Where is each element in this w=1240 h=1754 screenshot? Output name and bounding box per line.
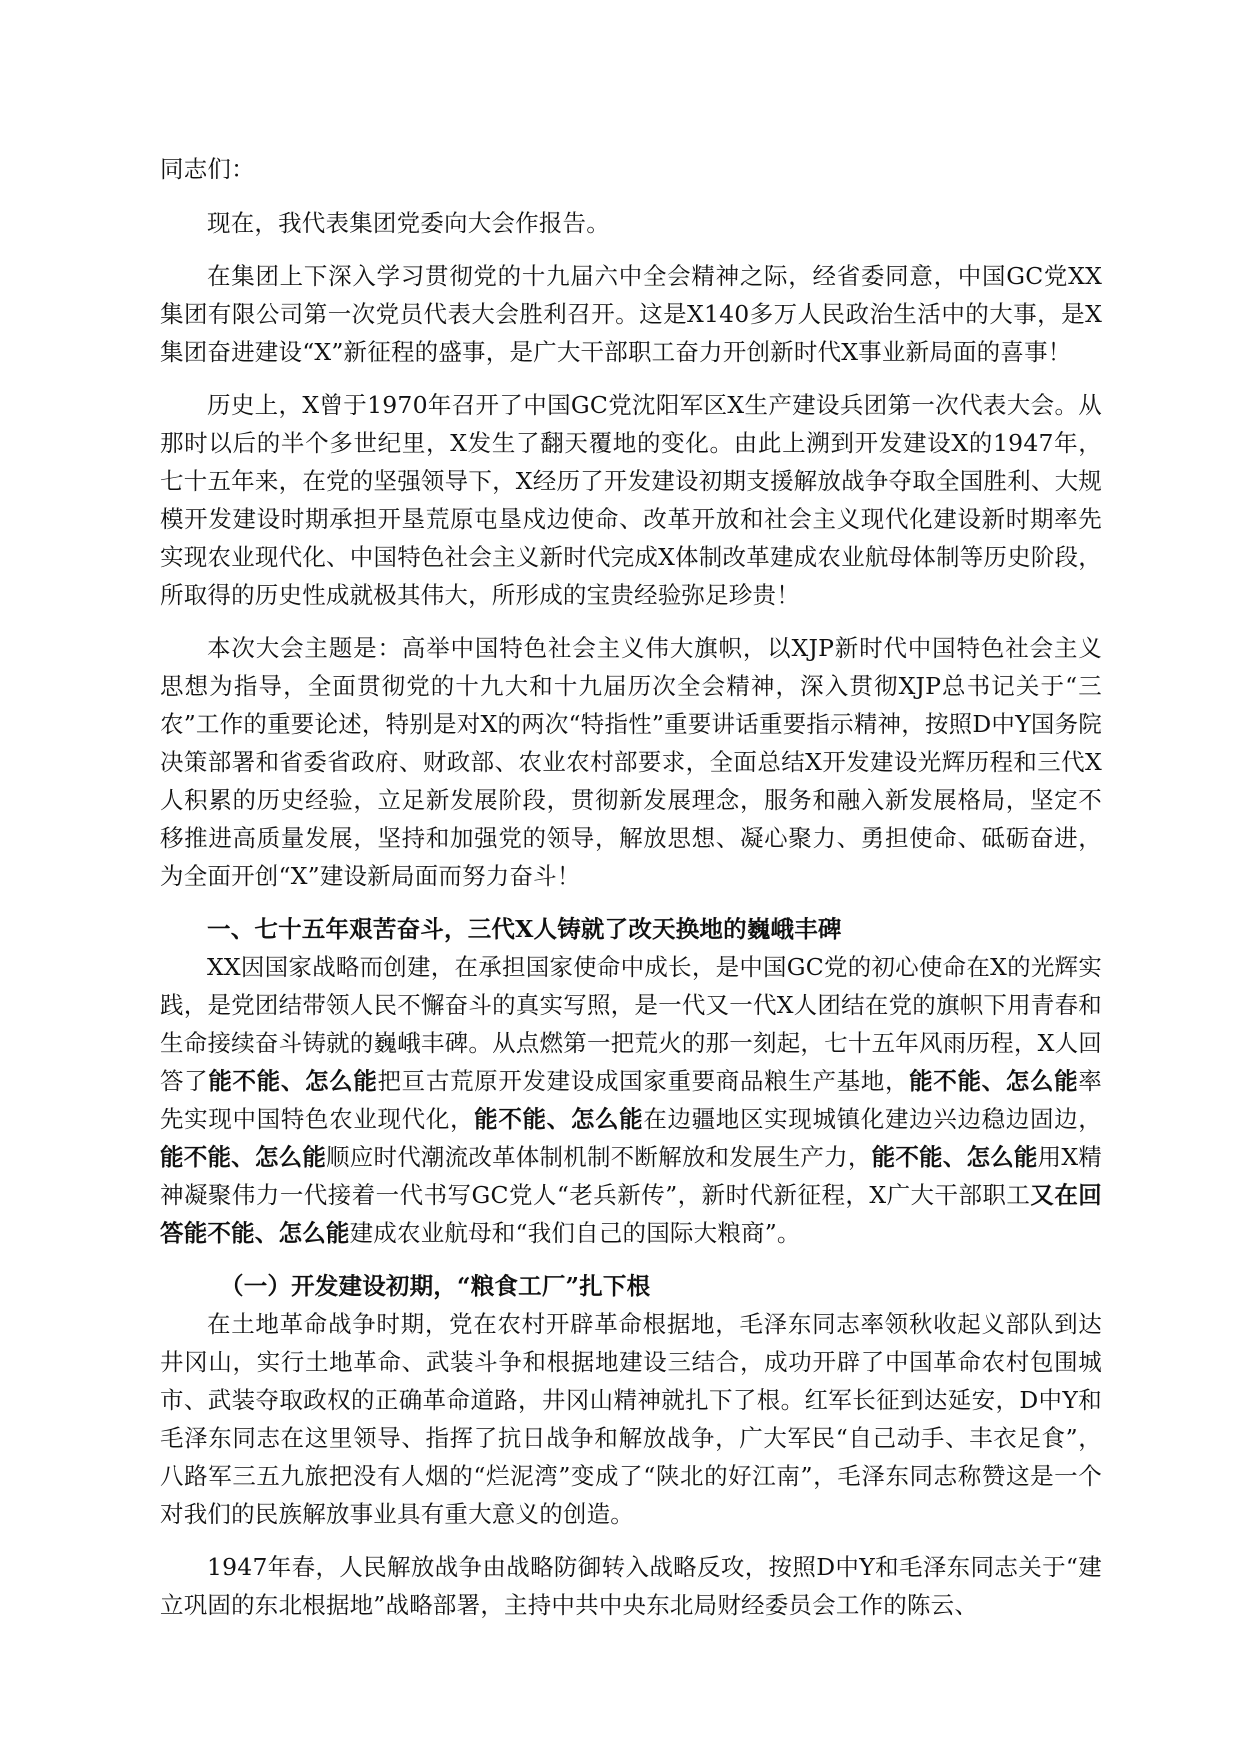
paragraph-land-revolution: 在土地革命战争时期，党在农村开辟革命根据地，毛泽东同志率领秋收起义部队到达井冈山，实行土地革命、武装斗争和根据地建设三结合，成功开辟了中国革命农村包围城市、武装夺取政权的正确革命道路，井冈山精神就扎下了根。红军长征到达延安，D中Y和毛泽东同志在这里领导、指挥了抗日战争和解放战争，广大军民“自己动手、丰衣足食”，八路军三五九旅把没有人烟的“烂泥湾”变成了“陕北的好江南”，毛泽东同志称赞这是一个对我们的民族解放事业具有重大意义的创造。 — [160, 1310, 1102, 1528]
paragraph-congress-opening: 在集团上下深入学习贯彻党的十九届六中全会精神之际，经省委同意，中国GC党XX集团有限公司第一次党员代表大会胜利召开。这是X140多万人民政治生活中的大事，是X集团奋进建设“X”新征程的盛事，是广大干部职工奋力开创新时代X事业新局面的喜事！ — [160, 262, 1102, 366]
text-run: 建成农业航母和“我们自己的国际大粮商”。 — [349, 1219, 801, 1247]
bold-phrase: 能不能、怎么能 — [871, 1143, 1038, 1171]
bold-phrase: 又在回答能不能、怎么能 — [160, 1181, 1102, 1247]
bold-phrase: 能不能、怎么能 — [160, 1143, 327, 1171]
paragraph-history: 历史上，X曾于1970年召开了中国GC党沈阳军区X生产建设兵团第一次代表大会。从那时以后的半个多世纪里，X发生了翻天覆地的变化。由此上溯到开发建设X的1947年，七十五年来，在党的坚强领导下，X经历了开发建设初期支援解放战争夺取全国胜利、大规模开发建设时期承担开垦荒原屯垦戍边使命、改革开放和社会主义现代化建设新时期率先实现农业现代化、中国特色社会主义新时代完成X体制改革建成农业航母体制等历史阶段，所取得的历史性成就极其伟大，所形成的宝贵经验弥足珍贵！ — [160, 391, 1102, 609]
text-run: XX因国家战略而创建，在承担国家使命中成长，是中国GC党的初心使命在X的光辉实践，是党团结带领人民不懈奋斗的真实写照，是一代又一代X人团结在党的旗帜下用青春和生命接续奋斗铸就的巍峨丰碑。从点燃第一把荒火的那一刻起，七十五年风雨历程，X人回答了 — [160, 953, 1102, 1095]
text-run: 把亘古荒原开发建设成国家重要商品粮生产基地， — [377, 1067, 910, 1095]
paragraph-1947-spring: 1947年春，人民解放战争由战略防御转入战略反攻，按照D中Y和毛泽东同志关于“建立巩固的东北根据地”战略部署，主持中共中央东北局财经委员会工作的陈云、 — [160, 1553, 1102, 1619]
salutation: 同志们： — [160, 155, 255, 183]
text-run: 顺应时代潮流改革体制机制不断解放和发展生产力， — [326, 1143, 872, 1171]
paragraph-intro: 现在，我代表集团党委向大会作报告。 — [207, 209, 610, 237]
bold-phrase: 能不能、怎么能 — [208, 1067, 378, 1095]
paragraph-theme: 本次大会主题是：高举中国特色社会主义伟大旗帜，以XJP新时代中国特色社会主义思想为指导，全面贯彻党的十九大和十九届历次全会精神，深入贯彻XJP总书记关于“三农”工作的重要论述，特别是对X的两次“特指性”重要讲话重要指示精神，按照D中Y国务院决策部署和省委省政府、财政部、农业农村部要求，全面总结X开发建设光辉历程和三代X人积累的历史经验，立足新发展阶段，贯彻新发展理念，服务和融入新发展格局，坚定不移推进高质量发展，坚持和加强党的领导，解放思想、凝心聚力、勇担使命、砥砺奋进，为全面开创“X”建设新局面而努力奋斗！ — [160, 634, 1102, 890]
text-run: 用X精神凝聚伟力一代接着一代书写GC党人“老兵新传”，新时代新征程，X广大干部职工 — [160, 1143, 1103, 1209]
paragraph-monument — [160, 948, 1102, 1252]
bold-phrase: 能不能、怎么能 — [474, 1105, 644, 1133]
text-run: 率先实现中国特色农业现代化， — [160, 1067, 1102, 1133]
bold-phrase: 能不能、怎么能 — [909, 1067, 1079, 1095]
section-heading-1-1: （一）开发建设初期，“粮食工厂”扎下根 — [220, 1272, 651, 1300]
document-page — [160, 150, 1102, 1624]
section-heading-1: 一、七十五年艰苦奋斗，三代X人铸就了改天换地的巍峨丰碑 — [207, 915, 842, 943]
text-run: 在边疆地区实现城镇化建边兴边稳边固边， — [643, 1105, 1102, 1133]
